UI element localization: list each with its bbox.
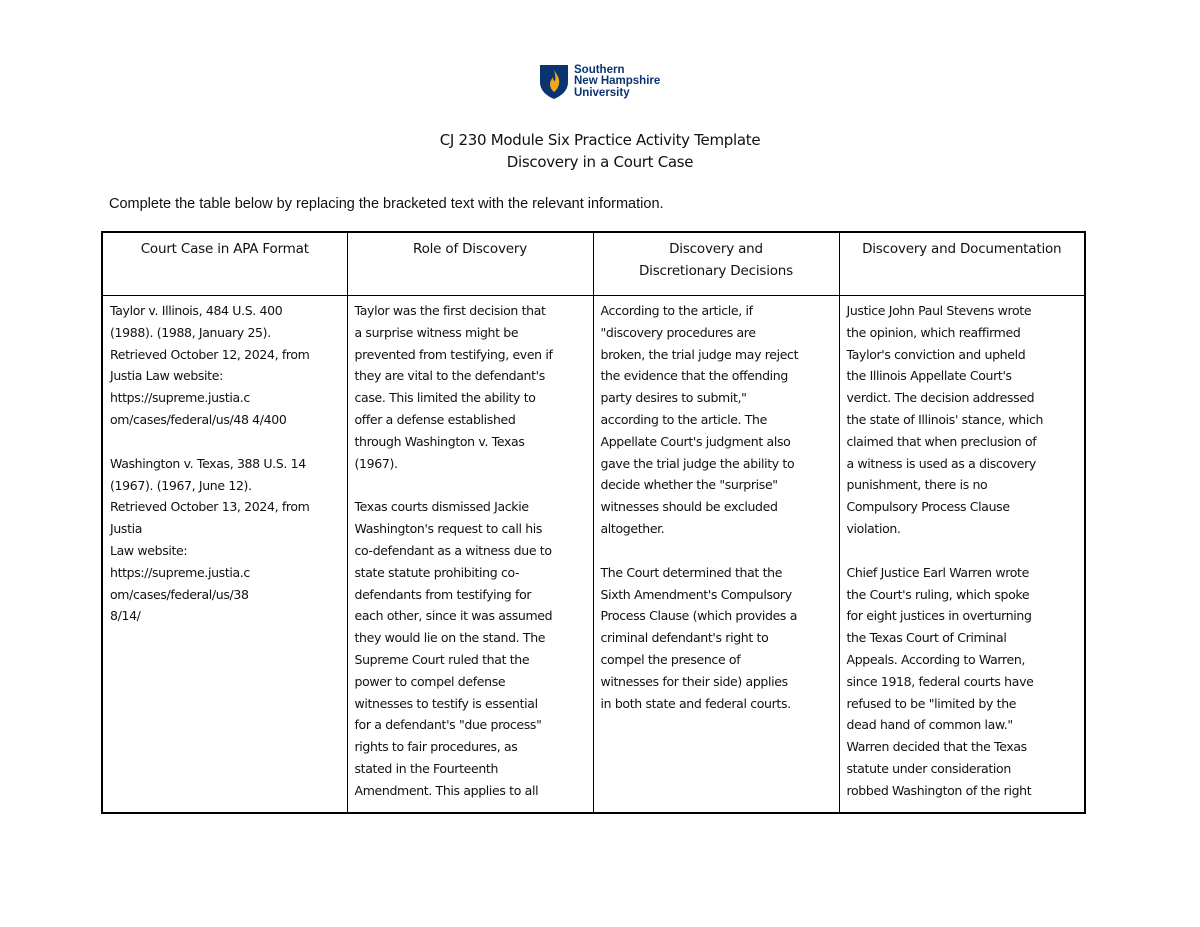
documentation-paragraph-2: Chief Justice Earl Warren wrote the Court's ruling, which spoke for eight justices in overturning the Texas Court of Criminal Appeals. According to Warren, since 1918, federal courts have refused to be "limited by the dead hand of common law." Warren decided that the Texas statute under consideration robbed Washington of the right [846, 564, 1034, 798]
cell-documentation [839, 296, 1085, 814]
header-role-of-discovery: Role of Discovery [347, 232, 593, 296]
logo-line-2: New Hampshire [574, 75, 661, 88]
logo-line-3: University [574, 86, 630, 99]
header-documentation: Discovery and Documentation [839, 232, 1085, 296]
document-title [0, 129, 1200, 173]
court-case-citation-1: Taylor v. Illinois, 484 U.S. 400 (1988). (1988, January 25). Retrieved October 12, 2024, from Justia Law website: https://supreme.justia.c om/cases/federal/us/48 4/400 [110, 303, 310, 427]
documentation-paragraph-1: Justice John Paul Stevens wrote the opinion, which reaffirmed Taylor's conviction and upheld the Illinois Appellate Court's verdict. The decision addressed the state of Illinois' stance, which claimed that when preclusion of a witness is used as a discovery punishment, there is no Compulsory Process Clause violation. [846, 303, 1044, 536]
logo-wordmark [574, 65, 660, 100]
table-header-row [102, 232, 1085, 296]
role-paragraph-2: Texas courts dismissed Jackie Washington's request to call his co-defendant as a witness due to state statute prohibiting co- defendants from testifying for each other, since it was assumed they would lie on the stand. The Supreme Court ruled that the power to compel defense witnesses to testify is essential for a defendant's "due process" rights to fair procedures, as stated in the Fourteenth Amendment. This applies to all [354, 499, 553, 798]
discretionary-paragraph-2: The Court determined that the Sixth Amendment's Compulsory Process Clause (which provides a criminal defendant's right to compel the presence of witnesses for their side) applies in both state and federal courts. [600, 564, 798, 711]
title-line-2: Discovery in a Court Case [506, 153, 694, 171]
university-logo [539, 64, 660, 100]
role-paragraph-1: Taylor was the first decision that a surprise witness might be prevented from testifying, even if they are vital to the defendant's case. This limited the ability to offer a defense established through Washington v. Texas (1967). [354, 303, 553, 471]
header-court-case: Court Case in APA Format [102, 232, 347, 296]
logo-line-1: Southern [574, 63, 625, 76]
court-case-citation-2: Washington v. Texas, 388 U.S. 14 (1967). (1967, June 12). Retrieved October 13, 2024, from Justia Law website: https://supreme.justia.c om/cases/federal/us/38 8/14/ [110, 455, 310, 624]
discovery-table [101, 231, 1086, 814]
table-row [102, 296, 1085, 814]
flame-shield-icon [539, 64, 569, 100]
instruction-text: Complete the table below by replacing the bracketed text with the relevant information. [109, 196, 664, 212]
title-line-1: CJ 230 Module Six Practice Activity Template [439, 131, 761, 149]
cell-role-of-discovery [347, 296, 593, 814]
discretionary-paragraph-1: According to the article, if "discovery procedures are broken, the trial judge may reject the evidence that the offending party desires to submit," according to the article. The Appellate Court's judgment also gave the trial judge the ability to decide whether the "surprise" witnesses should be excluded altogether. [600, 303, 799, 536]
cell-court-case [102, 296, 347, 814]
header-discretionary-decisions: Discovery and Discretionary Decisions [593, 232, 839, 296]
cell-discretionary-decisions [593, 296, 839, 814]
